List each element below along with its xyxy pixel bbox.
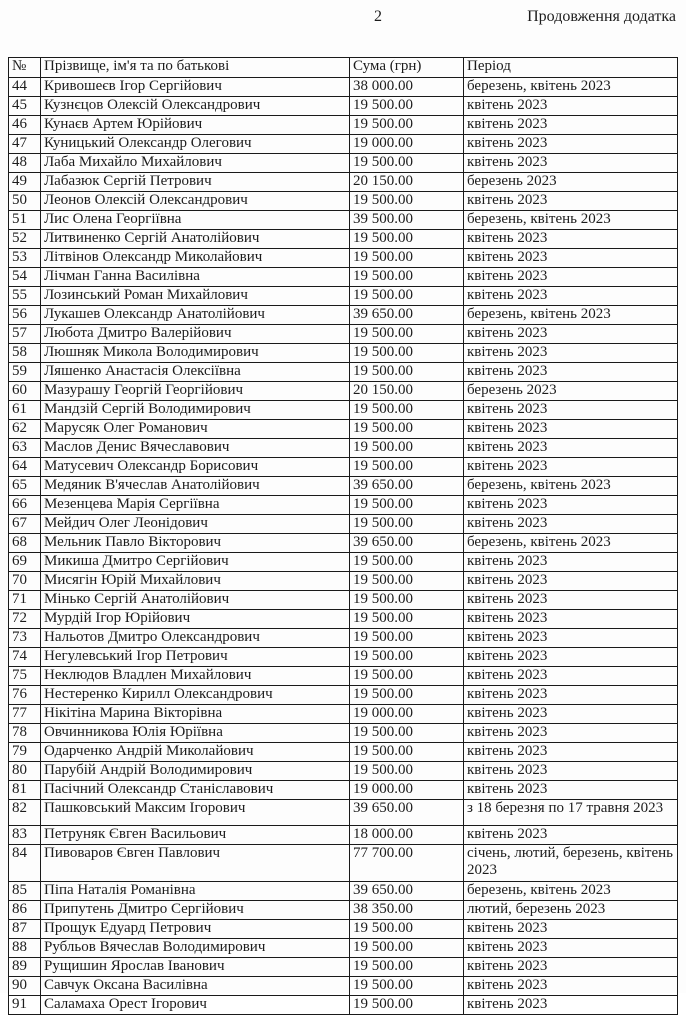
- amount-cell: 19 500.00: [350, 496, 464, 515]
- name-cell: Любота Дмитро Валерійович: [41, 325, 350, 344]
- table-row: [9, 977, 678, 996]
- name-cell: Мурдій Ігор Юрійович: [41, 610, 350, 629]
- amount-cell: 19 500.00: [350, 977, 464, 996]
- name-cell: Нестеренко Кирилл Олександрович: [41, 686, 350, 705]
- table-row: [9, 705, 678, 724]
- period-cell: квітень 2023: [464, 97, 678, 116]
- amount-cell: 19 500.00: [350, 743, 464, 762]
- name-cell: Кузнєцов Олексій Олександрович: [41, 97, 350, 116]
- name-cell: Прощук Едуард Петрович: [41, 920, 350, 939]
- table-row: [9, 325, 678, 344]
- table-row: [9, 920, 678, 939]
- table-row: [9, 939, 678, 958]
- row-number-cell: 48: [9, 154, 41, 173]
- row-number-cell: 89: [9, 958, 41, 977]
- amount-cell: 19 500.00: [350, 154, 464, 173]
- row-number-cell: 76: [9, 686, 41, 705]
- amount-cell: 19 500.00: [350, 553, 464, 572]
- amount-cell: 19 500.00: [350, 192, 464, 211]
- row-number-cell: 79: [9, 743, 41, 762]
- table-row: [9, 534, 678, 553]
- row-number-cell: 69: [9, 553, 41, 572]
- name-cell: Леонов Олексій Олександрович: [41, 192, 350, 211]
- name-cell: Марусяк Олег Романович: [41, 420, 350, 439]
- table-row: [9, 420, 678, 439]
- amount-cell: 19 500.00: [350, 920, 464, 939]
- name-cell: Одарченко Андрій Миколайович: [41, 743, 350, 762]
- name-cell: Микиша Дмитро Сергійович: [41, 553, 350, 572]
- row-number-cell: 65: [9, 477, 41, 496]
- period-cell: квітень 2023: [464, 401, 678, 420]
- period-cell: квітень 2023: [464, 268, 678, 287]
- table-row: [9, 553, 678, 572]
- page-number: 2: [374, 8, 382, 25]
- amount-cell: 19 000.00: [350, 705, 464, 724]
- name-cell: Нальотов Дмитро Олександрович: [41, 629, 350, 648]
- row-number-cell: 47: [9, 135, 41, 154]
- row-number-cell: 77: [9, 705, 41, 724]
- amount-cell: 19 500.00: [350, 420, 464, 439]
- column-header-number: №: [9, 58, 41, 78]
- row-number-cell: 63: [9, 439, 41, 458]
- name-cell: Пашковський Максим Ігорович: [41, 800, 350, 826]
- amount-cell: 39 650.00: [350, 882, 464, 901]
- row-number-cell: 73: [9, 629, 41, 648]
- table-row: [9, 382, 678, 401]
- name-cell: Люшняк Микола Володимирович: [41, 344, 350, 363]
- amount-cell: 20 150.00: [350, 382, 464, 401]
- name-cell: Піпа Наталія Романівна: [41, 882, 350, 901]
- period-cell: квітень 2023: [464, 572, 678, 591]
- table-row: [9, 515, 678, 534]
- row-number-cell: 59: [9, 363, 41, 382]
- table-row: [9, 458, 678, 477]
- table-row: [9, 439, 678, 458]
- table-body: [9, 78, 678, 1015]
- amount-cell: 39 650.00: [350, 534, 464, 553]
- period-cell: квітень 2023: [464, 249, 678, 268]
- table-row: [9, 401, 678, 420]
- name-cell: Савчук Оксана Василівна: [41, 977, 350, 996]
- amount-cell: 39 650.00: [350, 306, 464, 325]
- table-row: [9, 97, 678, 116]
- period-text-clipped: з 18 березня по 17 травня 2023: [467, 800, 664, 816]
- period-cell: квітень 2023: [464, 344, 678, 363]
- period-cell: квітень 2023: [464, 648, 678, 667]
- period-cell: січень, лютий, березень, квітень 2023: [464, 845, 678, 882]
- period-cell: квітень 2023: [464, 610, 678, 629]
- amount-cell: 19 500.00: [350, 629, 464, 648]
- name-cell: Маслов Денис Вячеславович: [41, 439, 350, 458]
- continuation-label: Продовження додатка: [527, 8, 676, 25]
- period-cell: березень 2023: [464, 382, 678, 401]
- row-number-cell: 60: [9, 382, 41, 401]
- table-row: [9, 781, 678, 800]
- table-header: [9, 58, 678, 78]
- period-cell: квітень 2023: [464, 686, 678, 705]
- row-number-cell: 61: [9, 401, 41, 420]
- row-number-cell: 84: [9, 845, 41, 882]
- amount-cell: 19 500.00: [350, 325, 464, 344]
- name-cell: Литвиненко Сергій Анатолійович: [41, 230, 350, 249]
- period-cell: квітень 2023: [464, 939, 678, 958]
- period-cell: квітень 2023: [464, 724, 678, 743]
- period-cell: квітень 2023: [464, 363, 678, 382]
- name-cell: Мисягін Юрій Михайлович: [41, 572, 350, 591]
- period-cell: квітень 2023: [464, 287, 678, 306]
- column-header-amount: Сума (грн): [350, 58, 464, 78]
- table-row: [9, 591, 678, 610]
- row-number-cell: 87: [9, 920, 41, 939]
- amount-cell: 18 000.00: [350, 826, 464, 845]
- table-row: [9, 826, 678, 845]
- table-row: [9, 800, 678, 826]
- period-cell: квітень 2023: [464, 192, 678, 211]
- column-header-period: Період: [464, 58, 678, 78]
- name-cell: Мельник Павло Вікторович: [41, 534, 350, 553]
- row-number-cell: 80: [9, 762, 41, 781]
- table-row: [9, 287, 678, 306]
- amount-cell: 39 500.00: [350, 211, 464, 230]
- name-cell: Припутень Дмитро Сергійович: [41, 901, 350, 920]
- name-cell: Мазурашу Георгій Георгійович: [41, 382, 350, 401]
- table-row: [9, 996, 678, 1015]
- amount-cell: 19 500.00: [350, 268, 464, 287]
- name-cell: Рубльов Вячеслав Володимирович: [41, 939, 350, 958]
- period-cell: квітень 2023: [464, 705, 678, 724]
- row-number-cell: 56: [9, 306, 41, 325]
- amount-cell: 19 500.00: [350, 230, 464, 249]
- table-row: [9, 845, 678, 882]
- table-row: [9, 958, 678, 977]
- period-cell: квітень 2023: [464, 553, 678, 572]
- row-number-cell: 85: [9, 882, 41, 901]
- period-cell: квітень 2023: [464, 439, 678, 458]
- amount-cell: 19 500.00: [350, 458, 464, 477]
- name-cell: Куницький Олександр Олегович: [41, 135, 350, 154]
- row-number-cell: 86: [9, 901, 41, 920]
- period-cell: березень, квітень 2023: [464, 534, 678, 553]
- amount-cell: 19 500.00: [350, 249, 464, 268]
- period-cell: березень, квітень 2023: [464, 882, 678, 901]
- row-number-cell: 57: [9, 325, 41, 344]
- amount-cell: 19 500.00: [350, 667, 464, 686]
- name-cell: Матусевич Олександр Борисович: [41, 458, 350, 477]
- table-row: [9, 306, 678, 325]
- row-number-cell: 74: [9, 648, 41, 667]
- name-cell: Літвінов Олександр Миколайович: [41, 249, 350, 268]
- period-cell: квітень 2023: [464, 762, 678, 781]
- row-number-cell: 49: [9, 173, 41, 192]
- amount-cell: 19 500.00: [350, 344, 464, 363]
- period-cell: квітень 2023: [464, 781, 678, 800]
- row-number-cell: 62: [9, 420, 41, 439]
- name-cell: Пасічний Олександр Станіславович: [41, 781, 350, 800]
- name-cell: Неклюдов Владлен Михайлович: [41, 667, 350, 686]
- period-cell: квітень 2023: [464, 154, 678, 173]
- amount-cell: 19 500.00: [350, 439, 464, 458]
- table-row: [9, 268, 678, 287]
- page-header: [0, 6, 686, 30]
- table-row: [9, 610, 678, 629]
- amount-cell: 39 650.00: [350, 477, 464, 496]
- row-number-cell: 64: [9, 458, 41, 477]
- amount-cell: 19 500.00: [350, 515, 464, 534]
- row-number-cell: 58: [9, 344, 41, 363]
- name-cell: Лаба Михайло Михайлович: [41, 154, 350, 173]
- name-cell: Овчинникова Юлія Юріївна: [41, 724, 350, 743]
- amount-cell: 19 500.00: [350, 97, 464, 116]
- amount-cell: 19 500.00: [350, 939, 464, 958]
- period-cell: квітень 2023: [464, 667, 678, 686]
- row-number-cell: 81: [9, 781, 41, 800]
- table-row: [9, 686, 678, 705]
- amount-cell: 19 500.00: [350, 572, 464, 591]
- name-cell: Мезенцева Марія Сергіївна: [41, 496, 350, 515]
- payments-table: [8, 57, 678, 1015]
- amount-cell: 19 000.00: [350, 135, 464, 154]
- table-row: [9, 116, 678, 135]
- amount-cell: 19 000.00: [350, 781, 464, 800]
- table-row: [9, 230, 678, 249]
- row-number-cell: 50: [9, 192, 41, 211]
- table-row: [9, 762, 678, 781]
- table-row: [9, 173, 678, 192]
- name-cell: Саламаха Орест Ігорович: [41, 996, 350, 1015]
- name-cell: Кунаєв Артем Юрійович: [41, 116, 350, 135]
- name-cell: Мейдич Олег Леонідович: [41, 515, 350, 534]
- amount-cell: 19 500.00: [350, 287, 464, 306]
- period-cell: лютий, березень 2023: [464, 901, 678, 920]
- row-number-cell: 78: [9, 724, 41, 743]
- period-cell: [464, 800, 678, 826]
- row-number-cell: 70: [9, 572, 41, 591]
- row-number-cell: 51: [9, 211, 41, 230]
- period-cell: квітень 2023: [464, 591, 678, 610]
- table-row: [9, 154, 678, 173]
- amount-cell: 77 700.00: [350, 845, 464, 882]
- period-cell: квітень 2023: [464, 977, 678, 996]
- name-cell: Лис Олена Георгіївна: [41, 211, 350, 230]
- name-cell: Парубій Андрій Володимирович: [41, 762, 350, 781]
- period-cell: квітень 2023: [464, 826, 678, 845]
- table-row: [9, 629, 678, 648]
- table-row: [9, 882, 678, 901]
- table-row: [9, 344, 678, 363]
- row-number-cell: 66: [9, 496, 41, 515]
- row-number-cell: 54: [9, 268, 41, 287]
- period-cell: березень, квітень 2023: [464, 477, 678, 496]
- table-row: [9, 901, 678, 920]
- row-number-cell: 72: [9, 610, 41, 629]
- table-row: [9, 572, 678, 591]
- amount-cell: 19 500.00: [350, 996, 464, 1015]
- table-row: [9, 477, 678, 496]
- row-number-cell: 53: [9, 249, 41, 268]
- table-row: [9, 192, 678, 211]
- period-cell: квітень 2023: [464, 135, 678, 154]
- period-cell: квітень 2023: [464, 920, 678, 939]
- name-cell: Кривошеєв Ігор Сергійович: [41, 78, 350, 97]
- row-number-cell: 75: [9, 667, 41, 686]
- amount-cell: 19 500.00: [350, 116, 464, 135]
- period-cell: березень, квітень 2023: [464, 78, 678, 97]
- row-number-cell: 52: [9, 230, 41, 249]
- name-cell: Мінько Сергій Анатолійович: [41, 591, 350, 610]
- period-cell: квітень 2023: [464, 458, 678, 477]
- row-number-cell: 82: [9, 800, 41, 826]
- name-cell: Петруняк Євген Васильович: [41, 826, 350, 845]
- period-cell: квітень 2023: [464, 958, 678, 977]
- period-cell: квітень 2023: [464, 116, 678, 135]
- name-cell: Лічман Ганна Василівна: [41, 268, 350, 287]
- amount-cell: 19 500.00: [350, 363, 464, 382]
- period-cell: березень 2023: [464, 173, 678, 192]
- period-cell: березень, квітень 2023: [464, 211, 678, 230]
- amount-cell: 19 500.00: [350, 958, 464, 977]
- period-cell: квітень 2023: [464, 996, 678, 1015]
- name-cell: Лозинський Роман Михайлович: [41, 287, 350, 306]
- amount-cell: 19 500.00: [350, 686, 464, 705]
- table-row: [9, 78, 678, 97]
- amount-cell: 19 500.00: [350, 401, 464, 420]
- table-row: [9, 211, 678, 230]
- amount-cell: 19 500.00: [350, 648, 464, 667]
- row-number-cell: 68: [9, 534, 41, 553]
- row-number-cell: 71: [9, 591, 41, 610]
- row-number-cell: 90: [9, 977, 41, 996]
- table-row: [9, 743, 678, 762]
- table-row: [9, 496, 678, 515]
- row-number-cell: 44: [9, 78, 41, 97]
- amount-cell: 19 500.00: [350, 724, 464, 743]
- row-number-cell: 46: [9, 116, 41, 135]
- amount-cell: 38 000.00: [350, 78, 464, 97]
- row-number-cell: 88: [9, 939, 41, 958]
- period-cell: квітень 2023: [464, 629, 678, 648]
- amount-cell: 19 500.00: [350, 610, 464, 629]
- table-row: [9, 667, 678, 686]
- name-cell: Ляшенко Анастасія Олексіївна: [41, 363, 350, 382]
- table-header-row: [9, 58, 678, 78]
- name-cell: Негулевський Ігор Петрович: [41, 648, 350, 667]
- table-row: [9, 648, 678, 667]
- name-cell: Лабазюк Сергій Петрович: [41, 173, 350, 192]
- period-cell: квітень 2023: [464, 230, 678, 249]
- table-row: [9, 724, 678, 743]
- period-cell: березень, квітень 2023: [464, 306, 678, 325]
- period-cell: квітень 2023: [464, 515, 678, 534]
- amount-cell: 19 500.00: [350, 762, 464, 781]
- amount-cell: 38 350.00: [350, 901, 464, 920]
- row-number-cell: 91: [9, 996, 41, 1015]
- table-row: [9, 135, 678, 154]
- row-number-cell: 55: [9, 287, 41, 306]
- name-cell: Нікітіна Марина Вікторівна: [41, 705, 350, 724]
- row-number-cell: 67: [9, 515, 41, 534]
- amount-cell: 19 500.00: [350, 591, 464, 610]
- column-header-name: Прізвище, ім'я та по батькові: [41, 58, 350, 78]
- amount-cell: 20 150.00: [350, 173, 464, 192]
- name-cell: Пивоваров Євген Павлович: [41, 845, 350, 882]
- table-row: [9, 249, 678, 268]
- period-cell: квітень 2023: [464, 420, 678, 439]
- name-cell: Мандзій Сергій Володимирович: [41, 401, 350, 420]
- period-cell: квітень 2023: [464, 325, 678, 344]
- amount-cell: 39 650.00: [350, 800, 464, 826]
- name-cell: Лукашев Олександр Анатолійович: [41, 306, 350, 325]
- table-row: [9, 363, 678, 382]
- name-cell: Рущишин Ярослав Іванович: [41, 958, 350, 977]
- row-number-cell: 45: [9, 97, 41, 116]
- period-cell: квітень 2023: [464, 496, 678, 515]
- name-cell: Медяник В'ячеслав Анатолійович: [41, 477, 350, 496]
- row-number-cell: 83: [9, 826, 41, 845]
- period-cell: квітень 2023: [464, 743, 678, 762]
